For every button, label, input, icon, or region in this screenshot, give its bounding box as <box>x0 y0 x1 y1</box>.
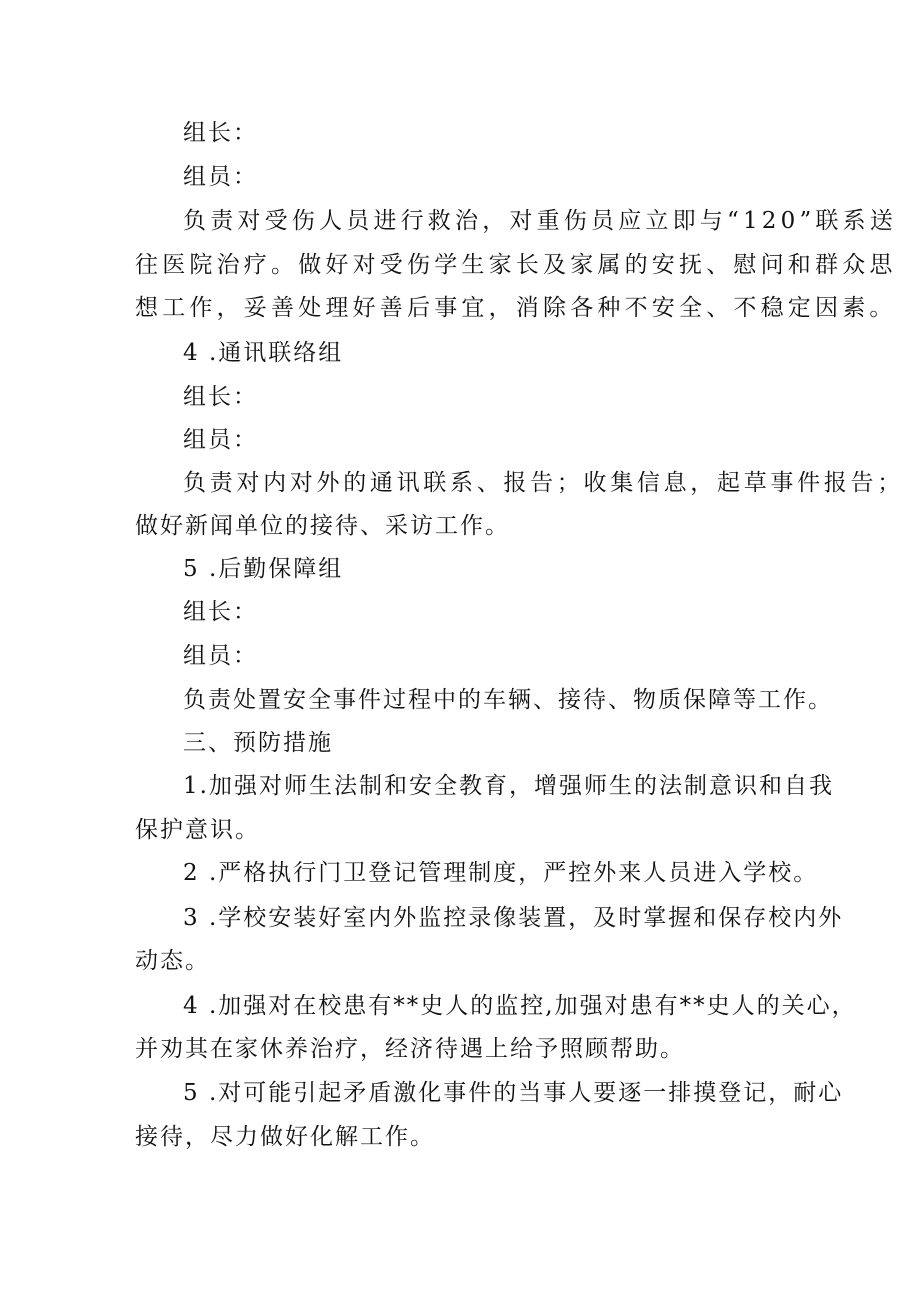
group3-duty-line-3: 想工作，妥善处理好善后事宜，消除各种不安全、不稳定因素。 <box>135 295 897 321</box>
section3-heading: 三、预防措施 <box>183 730 333 756</box>
measure-4-line-1: 4 .加强对在校患有**史人的监控,加强对患有**史人的关心， <box>183 993 857 1019</box>
measure-4-line-2: 并劝其在家休养治疗，经济待遇上给予照顾帮助。 <box>135 1036 685 1062</box>
group3-duty-line-1: 负责对受伤人员进行救治，对重伤员应立即与“120”联系送 <box>183 208 898 234</box>
measure-1-line-2: 保护意识。 <box>135 817 260 843</box>
group5-heading: 5 .后勤保障组 <box>183 556 344 582</box>
group5-members-line: 组员： <box>183 643 258 669</box>
group5-leader-line: 组长： <box>183 599 258 625</box>
group4-leader-line: 组长： <box>183 384 258 410</box>
group4-duty-line-2: 做好新闻单位的接待、采访工作。 <box>135 513 510 539</box>
group4-members-line: 组员： <box>183 427 258 453</box>
measure-5-line-1: 5 .对可能引起矛盾激化事件的当事人要逐一排摸登记，耐心 <box>183 1080 844 1106</box>
measure-3-line-2: 动态。 <box>135 948 210 974</box>
group4-duty-line-1: 负责对内对外的通讯联系、报告；收集信息，起草事件报告； <box>183 470 904 496</box>
measure-5-line-2: 接待，尽力做好化解工作。 <box>135 1124 435 1150</box>
group5-duty-line-1: 负责处置安全事件过程中的车辆、接待、物质保障等工作。 <box>183 687 833 713</box>
measure-1-line-1: 1.加强对师生法制和安全教育，增强师生的法制意识和自我 <box>183 773 834 799</box>
measure-3-line-1: 3 .学校安装好室内外监控录像装置，及时掌握和保存校内外 <box>183 905 844 931</box>
group3-leader-line: 组长： <box>183 120 258 146</box>
group3-members-line: 组员： <box>183 164 258 190</box>
measure-2-line-1: 2 .严格执行门卫登记管理制度，严控外来人员进入学校。 <box>183 860 819 886</box>
group3-duty-line-2: 往医院治疗。做好对受伤学生家长及家属的安抚、慰问和群众思 <box>135 252 897 278</box>
group4-heading: 4 .通讯联络组 <box>183 340 344 366</box>
